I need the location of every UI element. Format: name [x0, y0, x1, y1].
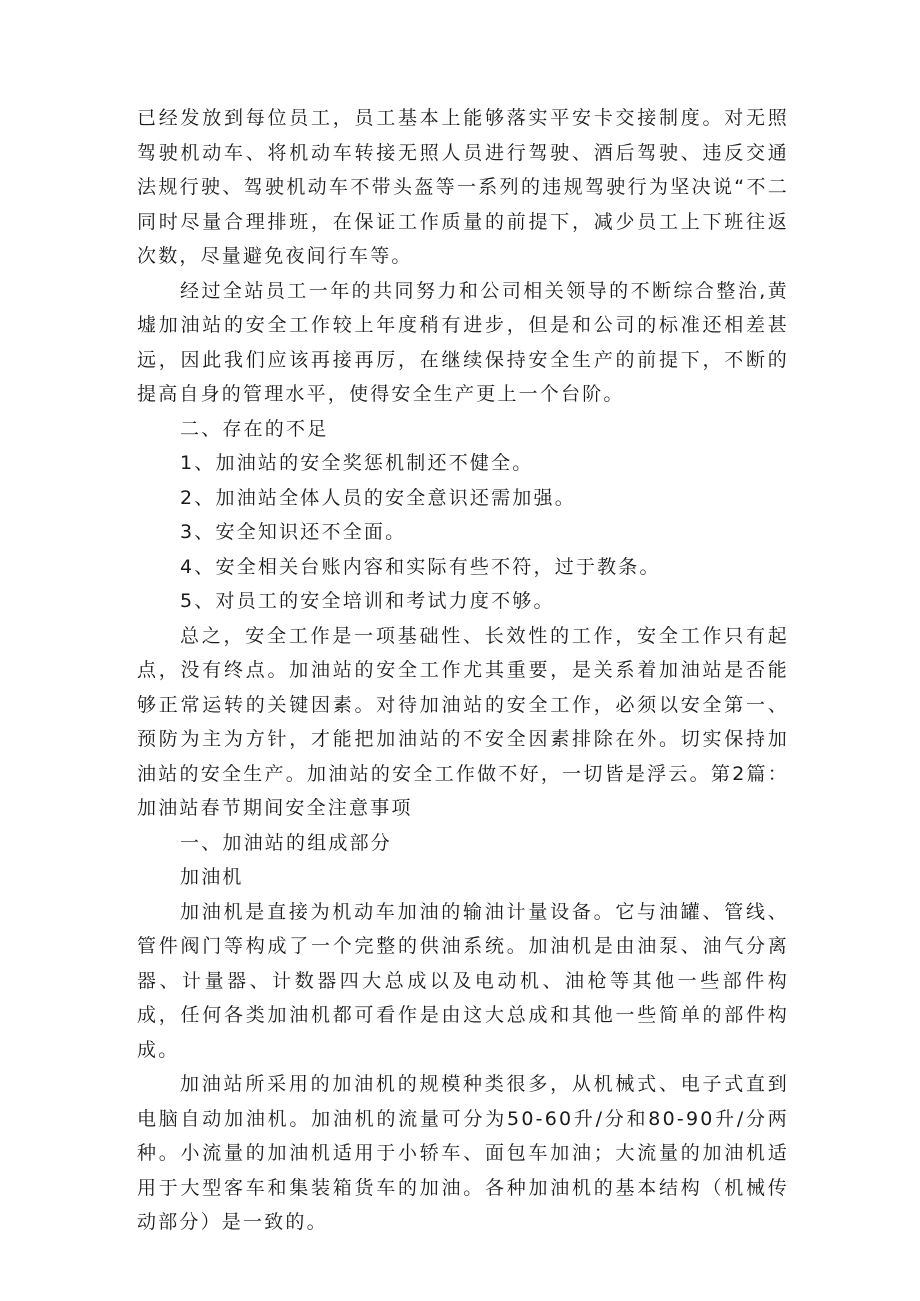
section-heading-shortcomings: 二、存在的不足 [180, 417, 329, 440]
subheading-dispenser: 加油机 [180, 866, 244, 888]
paragraph-continuation: 已经发放到每位员工，员工基本上能够落实平安卡交接制度。对无照驾驶机动车、将机动车转接无照人员进行驾驶、酒后驾驶、违反交通法规行驶、驾驶机动车不带头盔等一系列的违规驾驶行为坚决说“不二同时尽量合理排班，在保证工作质量的前提下，减少员工上下班往返次数，尽量避免夜间行车等。 [137, 107, 789, 267]
list-item: 5、对员工的安全培训和考试力度不够。 [180, 590, 555, 612]
list-item: 3、安全知识还不全面。 [180, 521, 407, 543]
list-item: 1、加油站的安全奖惩机制还不健全。 [180, 452, 534, 474]
paragraph-dispenser-types: 加油站所采用的加油机的规模种类很多，从机械式、电子式直到电脑自动加油机。加油机的流量可分为50-60升/分和80-90升/分两种。小流量的加油机适用于小轿车、面包车加油；大流量的加油机适用于大型客车和集装箱货车的加油。各种加油机的基本结构（机械传动部分）是一致的。 [137, 1073, 789, 1233]
paragraph-conclusion: 总之，安全工作是一项基础性、长效性的工作，安全工作只有起点，没有终点。加油站的安全工作尤其重要，是关系着加油站是否能够正常运转的关键因素。对待加油站的安全工作，必须以安全第一、预防为主为方针，才能把加油站的不安全因素排除在外。切实保持加油站的安全生产。加油站的安全工作做不好，一切皆是浮云。第2篇：加油站春节期间安全注意事项 [137, 624, 789, 819]
section-heading-components: 一、加油站的组成部分 [180, 831, 393, 854]
paragraph-dispenser-intro: 加油机是直接为机动车加油的输油计量设备。它与油罐、管线、管件阀门等构成了一个完整的供油系统。加油机是由油泵、油气分离器、计量器、计数器四大总成以及电动机、油枪等其他一些部件构成，任何各类加油机都可看作是由这大总成和其他一些简单的部件构成。 [137, 900, 789, 1061]
document-body [137, 101, 789, 1240]
list-item: 4、安全相关台账内容和实际有些不符，过于教条。 [180, 555, 661, 578]
list-item: 2、加油站全体人员的安全意识还需加强。 [180, 486, 576, 509]
paragraph-summary: 经过全站员工一年的共同努力和公司相关领导的不断综合整治,黄墟加油站的安全工作较上年度稍有进步，但是和公司的标准还相差甚远，因此我们应该再接再厉，在继续保持安全生产的前提下，不断的提高自身的管理水平，使得安全生产更上一个台阶。 [137, 279, 789, 405]
